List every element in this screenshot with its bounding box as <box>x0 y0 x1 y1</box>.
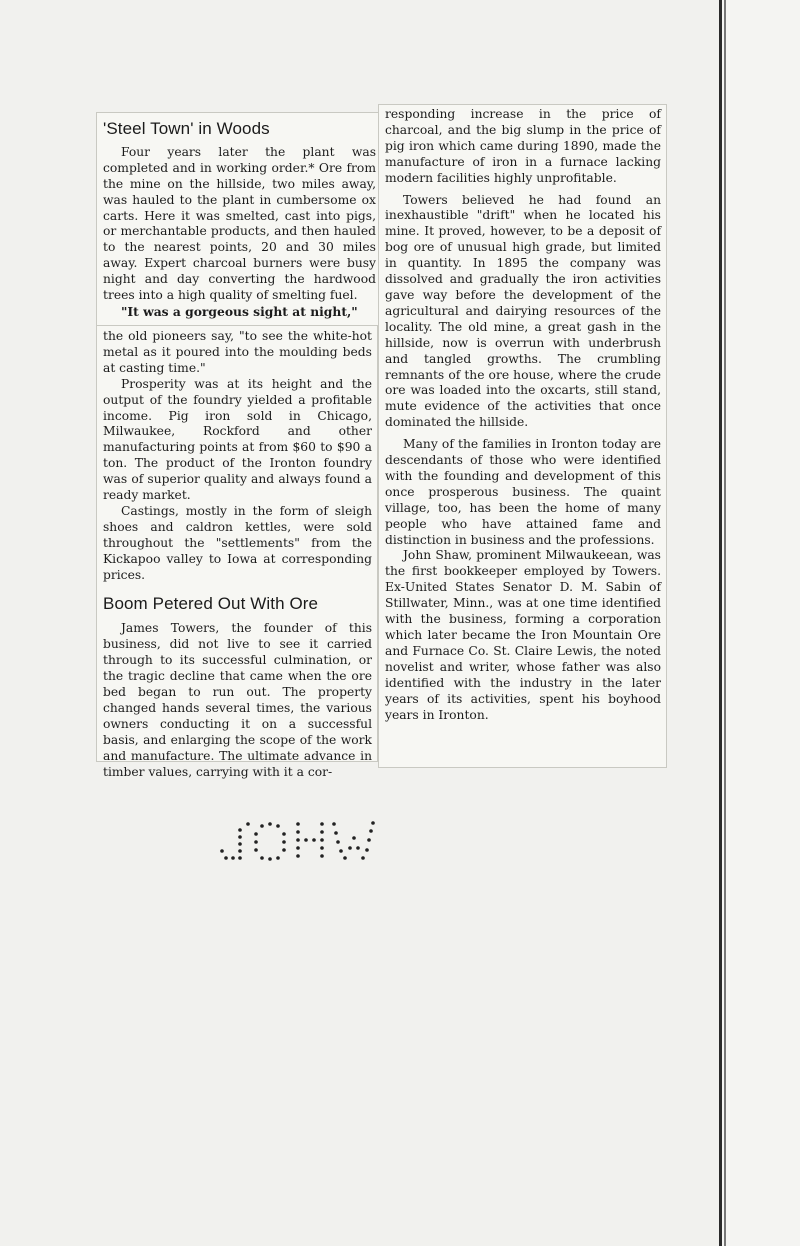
paragraph-quote-continued: the old pioneers say, "to see the white-hot metal as it poured into the moulding beds at casting time." <box>103 329 372 375</box>
paragraph: Many of the families in Ironton today are descendants of those who were identified with the founding and development of this once prosperous business. The quaint village, too, has been the home of many people who have attained fame and distinction in business and the professions. <box>385 437 661 547</box>
section-heading-boom-petered-out: Boom Petered Out With Ore <box>103 593 319 613</box>
paragraph-continued: responding increase in the price of charcoal, and the big slump in the price of pig iron which came during 1890, made the manufacture of iron in a furnace lacking modern facilities highly unprofitable. <box>385 107 661 185</box>
clipping-left-bottom <box>96 325 378 779</box>
paragraph: Towers believed he had found an inexhaustible "drift" when he located his mine. It proved, however, to be a deposit of bog ore of unusual high grade, but limited in quantity. In 1895 the company was dissolved and gradually the iron activities gave way before the development of the agricultural and dairying resources of the locality. The old mine, a great gash in the hillside, now is overrun with underbrush and tangled growths. The crumbling remnants of the ore house, where the crude ore was loaded into the oxcarts, still stand, mute evidence of the activities that once dominated the hillside. <box>385 192 661 430</box>
paragraph: John Shaw, prominent Milwaukeean, was the first bookkeeper employed by Towers. Ex-United States Senator D. M. Sabin of Stillwater, Minn., was at one time identified with the business, forming a corporation which later became the Iron Mountain Ore and Furnace Co. St. Claire Lewis, the noted novelist and writer, whose father was also identified with the industry in the later years of its activities, spent his boyhood years in Ironton. <box>385 548 661 722</box>
paragraph: Four years later the plant was completed and in working order.* Ore from the mine on the hillside, two miles away, was hauled to the plant in cumbersome ox carts. Here it was smelted, cast into pigs, or merchantable products, and then hauled to the nearest points, 20 and 30 miles away. Expert charcoal burners were busy night and day converting the hardwood trees into a high quality of smelting fuel. <box>103 144 376 303</box>
perforation-stamp <box>218 818 378 864</box>
paragraph: Castings, mostly in the form of sleigh shoes and caldron kettles, were sold throughout the "settlements" from the Kickapoo valley to Iowa at corresponding prices. <box>103 503 372 582</box>
section-heading-steel-town: 'Steel Town' in Woods <box>103 119 270 138</box>
clipping-left-top <box>96 112 382 327</box>
paragraph: Prosperity was at its height and the output of the foundry yielded a profitable income. Pig iron sold in Chicago, Milwaukee, Rockford and other manufacturing points at from $60 to $90 a ton. The product of the Ironton foundry was of superior quality and always found a ready market. <box>103 376 372 503</box>
clipping-right <box>378 104 667 768</box>
page-edge <box>719 0 800 1246</box>
paragraph: James Towers, the founder of this business, did not live to see it carried through to its successful culmination, or the tragic decline that came when the ore bed began to run out. The property changed hands several times, the various owners conducting it on a successful basis, and enlarging the scope of the work and manufacture. The ultimate advance in timber values, carrying with it a cor- <box>103 621 372 779</box>
paragraph-quote-start: "It was a gorgeous sight at night," <box>121 303 358 319</box>
